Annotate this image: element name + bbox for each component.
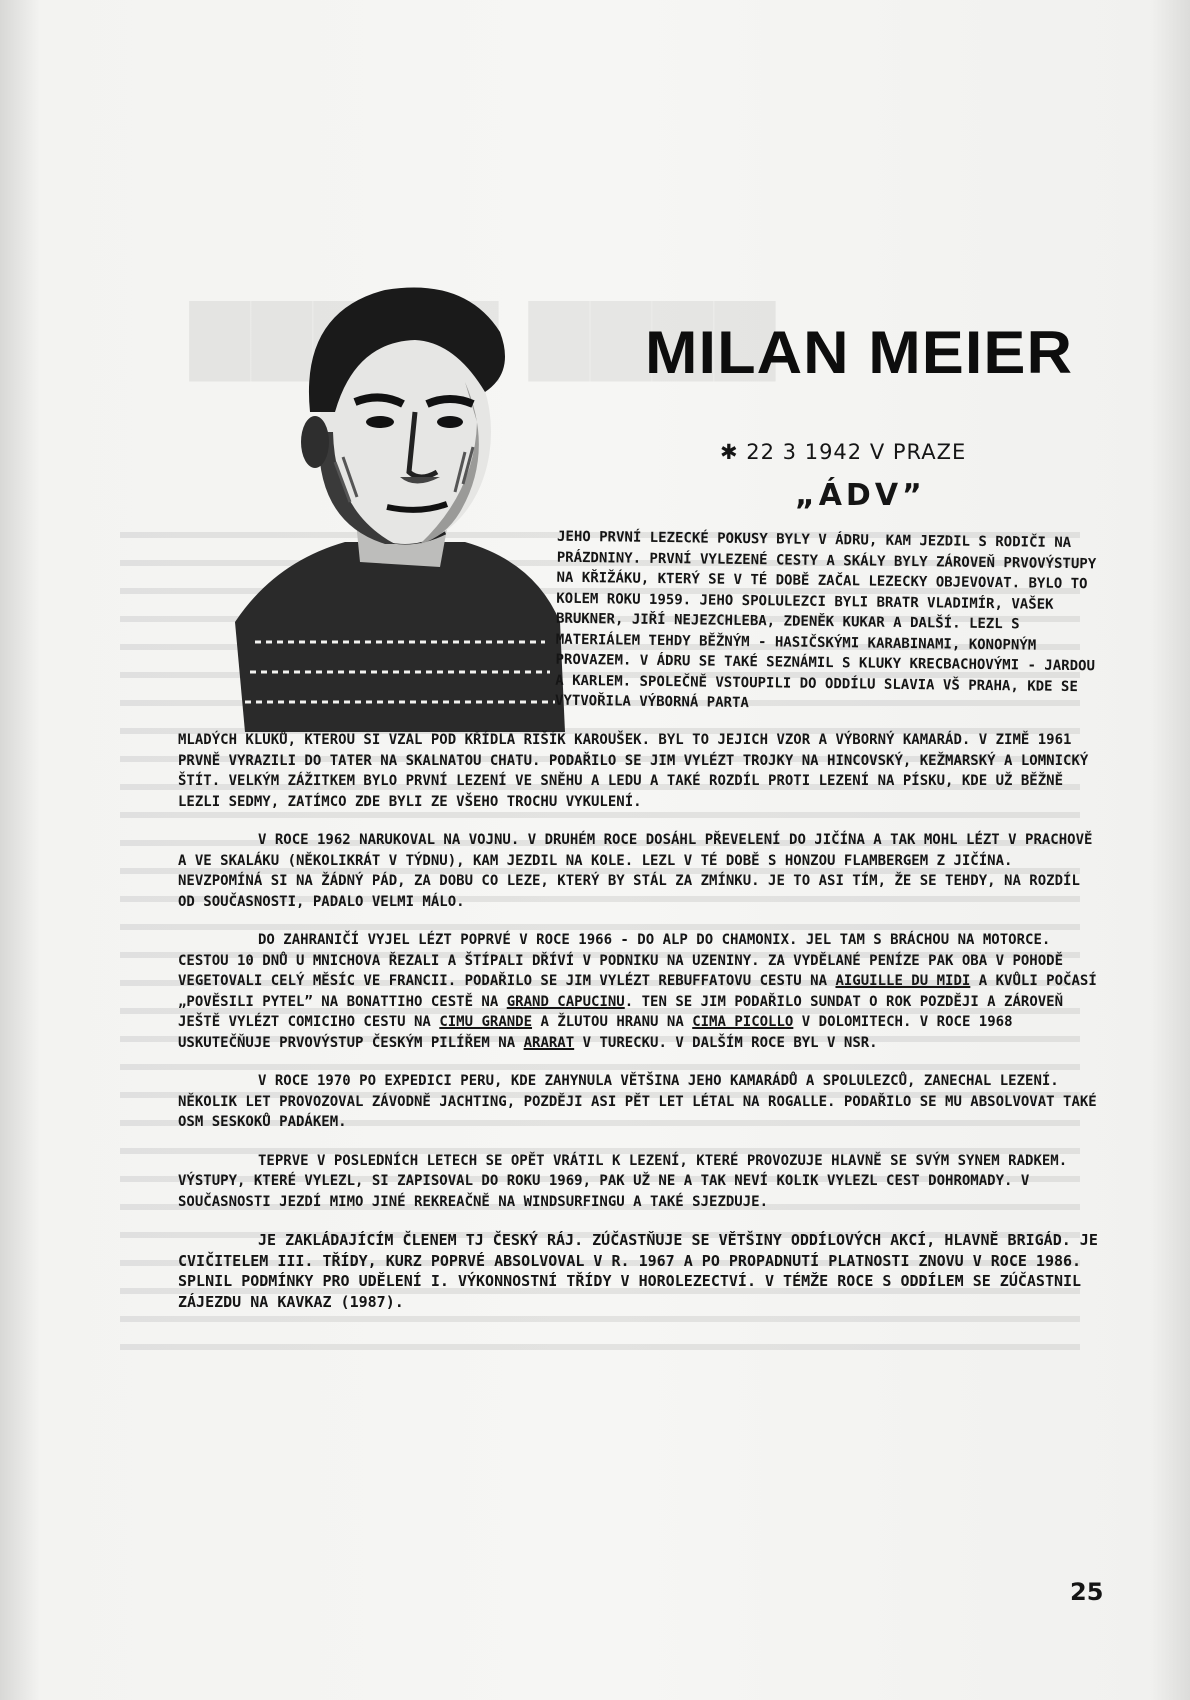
place-aiguille-du-midi: AIGUILLE DU MIDI: [835, 973, 971, 989]
bio-paragraph-3-text-d: A ŽLUTOU HRANU NA: [540, 1014, 684, 1030]
bio-paragraph-6: JE ZAKLÁDAJÍCÍM ČLENEM TJ ČESKÝ RÁJ. ZÚČASTŇUJE SE VĚTŠINY ODDÍLOVÝCH AKCÍ, HLAVNĚ BRIGÁD. JE CVIČITELEM III. TŘÍDY, KURZ POPRVÉ ABSOLVOVAL V R. 1967 A PO PROPADNUTÍ PLATNOSTI ZNOVU V ROCE 1986. SPLNIL PODMÍNKY PRO UDĚLENÍ I. VÝKONNOSTNÍ TŘÍDY V HOROLEZECTVÍ. V TÉMŽE ROCE S ODDÍLEM SE ZÚČASTNIL ZÁJEZDU NA KAVKAZ (1987).: [178, 1231, 1098, 1311]
bio-paragraph-3-text-a: DO ZAHRANIČÍ VYJEL LÉZT POPRVÉ V ROCE 1966 - DO ALP DO CHAMONIX. JEL TAM S BRÁCHOU NA MOTORCE. CESTOU 10 DNŮ U MNICHOVA ŘEZALI A ŠTÍPALI DŘÍVÍ V PODNIKU NA UZENINY. ZA VYDĚLANÉ PENÍZE PAK OBA V POHODĚ VEGETOVALI CELÝ MĚSÍC VE FRANCII. PODAŘILO SE JIM VYLÉZT REBUFFATOVU CESTU NA: [178, 932, 1064, 989]
bio-paragraph-3-text-b: A KVŮLI POČASÍ „POVĚSILI PYTEL” NA BONATTIHO CESTĚ NA: [178, 973, 1097, 1010]
bio-paragraph-4: V ROCE 1970 PO EXPEDICI PERU, KDE ZAHYNULA VĚTŠINA JEHO KAMARÁDŮ A SPOLULEZCŮ, ZANECHAL LEZENÍ. NĚKOLIK LET PROVOZOVAL ZÁVODNĚ JACHTING, POZDĚJI ASI PĚT LET LÉTAL NA ROGALLE. PODAŘILO SE MU ABSOLVOVAT TAKÉ OSM SESKOKŮ PADÁKEM.: [178, 1073, 1097, 1130]
bleed-through-title: ▇▇▇▇: [529, 290, 778, 381]
bio-paragraph-3-text-c: . TEN SE JIM PODAŘILO SUNDAT O ROK POZDĚJI A ZÁROVEŇ JEŠTĚ VYLÉZT COMICIHO CESTU NA: [178, 993, 1064, 1030]
bio-paragraph-1: MLADÝCH KLUKŮ, KTEROU SI VZAL POD KŘÍDLA RIŠÍK KAROUŠEK. BYL TO JEJICH VZOR A VÝBORNÝ KAMARÁD. V ZIMĚ 1961 PRVNĚ VYRAZILI DO TATER NA SKALNATOU CHATU. PODAŘILO SE JIM VYLÉZT TROJKY NA HINCOVSKÝ, KEŽMARSKÝ A LOMNICKÝ ŠTÍT. VELKÝM ZÁŽITKEM BYLO PRVNÍ LEZENÍ VE SNĚHU A LEDU A TAKÉ ROZDÍL PROTI LEZENÍ NA PÍSKU, KDE UŽ BĚŽNĚ LEZLI SEDMY, ZATÍMCO ZDE BYLI ZE VŠEHO TROCHU VYKULENÍ.: [178, 732, 1089, 810]
place-ararat: ARARAT: [523, 1034, 575, 1051]
bio-paragraph-2: V ROCE 1962 NARUKOVAL NA VOJNU. V DRUHÉM ROCE DOSÁHL PŘEVELENÍ DO JIČÍNA A TAK MOHL LÉZT V PRACHOVĚ A VE SKALÁKU (NĚKOLIKRÁT V TÝDNU), KAM JEZDIL NA KOLE. LEZL V TÉ DOBĚ S HONZOU FLAMBERGEM Z JIČÍNA. NEVZPOMÍNÁ SI NA ŽÁDNÝ PÁD, ZA DOBU CO LEZE, KTERÝ BY STÁL ZA ZMÍNKU. JE TO ASI TÍM, ŽE SE TEHDY, NA ROZDÍL OD SOUČASNOSTI, PADALO VELMI MÁLO.: [178, 832, 1093, 910]
page-title: MILAN MEIER: [645, 319, 1074, 386]
nickname: „ÁDV”: [795, 478, 926, 513]
bio-intro-paragraph: JEHO PRVNÍ LEZECKÉ POKUSY BYLY V ÁDRU, KAM JEZDIL S RODIČI NA PRÁZDNINY. PRVNÍ VYLEZENÉ CESTY A SKÁLY BYLY ZÁROVEŇ PRVOVÝSTUPY NA KŘIŽÁKU, KTERÝ SE V TÉ DOBĚ ZAČAL LEZECKY OBJEVOVAT. BYLO TO KOLEM ROKU 1959. JEHO SPOLULEZCI BYLI BRATR VLADIMÍR, VAŠEK BRUKNER, JIŘÍ NEJEZCHLEBA, ZDENĚK KUKAR A DALŠÍ. LEZL S MATERIÁLEM TEHDY BĚŽNÝM - HASIČSKÝMI KARABINAMI, KONOPNÝM PROVAZEM. V ÁDRU SE TAKÉ SEZNÁMIL S KLUKY KRECBACHOVÝMI - JARDOU A KARLEM. SPOLEČNĚ VSTOUPILI DO ODDÍLU SLAVIA VŠ PRAHA, KDE SE VYTVOŘILA VÝBORNÁ PARTA: [554, 528, 1097, 712]
bio-body: [178, 730, 1098, 1330]
place-cima-picollo: CIMA PICOLLO: [692, 1014, 794, 1030]
page-number: 25: [1070, 1578, 1104, 1606]
bio-paragraph-3: [178, 930, 1098, 1053]
bio-paragraph-5: TEPRVE V POSLEDNÍCH LETECH SE OPĚT VRÁTIL K LEZENÍ, KTERÉ PROVOZUJE HLAVNĚ SE SVÝM SYNEM RADKEM. VÝSTUPY, KTERÉ VYLEZL, SI ZAPISOVAL DO ROKU 1969, PAK UŽ NE A TAK NEVÍ KOLIK VYLEZL CEST DOHROMADY. V SOUČASNOSTI JEZDÍ MIMO JINÉ REKREAČNĚ NA WINDSURFINGU A TAKÉ SJEZDUJE.: [178, 1152, 1068, 1210]
place-cima-grande: CIMU GRANDE: [439, 1014, 533, 1030]
portrait-illustration: [215, 262, 575, 732]
bio-paragraph-3-text-f: V TURECKU. V DALŠÍM ROCE BYL V NSR.: [582, 1034, 878, 1051]
birth-info: ✱ 22 3 1942 V PRAZE: [720, 440, 967, 464]
bio-paragraph-3-text-e: V DOLOMITECH. V ROCE 1968 USKUTEČŇUJE PRVOVÝSTUP ČESKÝM PILÍŘEM NA: [178, 1014, 1013, 1051]
place-grand-capucin: GRAND CAPUCINU: [506, 993, 625, 1010]
